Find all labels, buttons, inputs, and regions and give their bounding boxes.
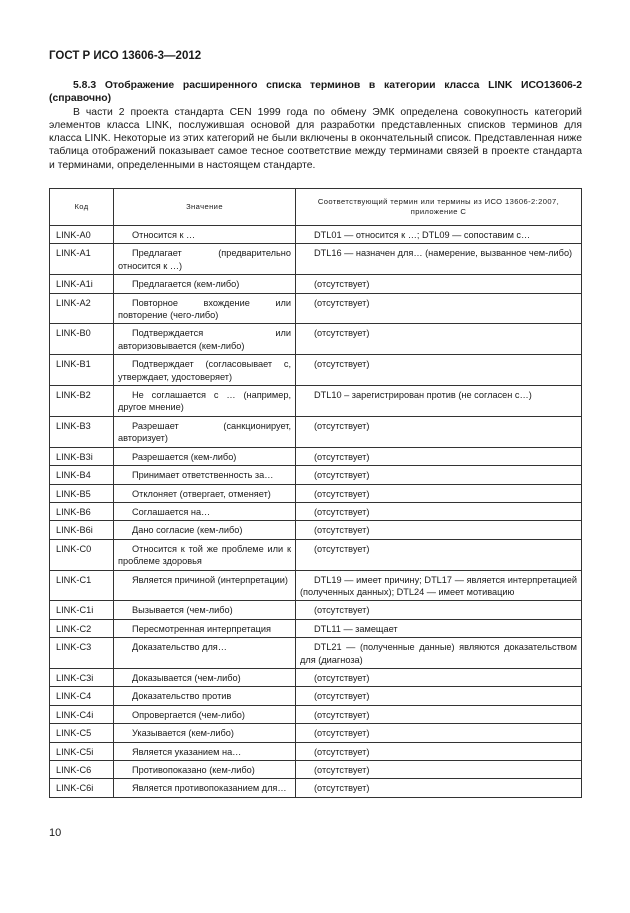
cell-meaning: Разрешает (санкционирует, авторизует)	[114, 416, 296, 447]
table-row	[50, 521, 582, 539]
cell-correspondence: DTL01 — относится к …; DTL09 — сопоставим с…	[296, 226, 582, 244]
table-row	[50, 668, 582, 686]
cell-meaning: Отклоняет (отвергает, отменяет)	[114, 484, 296, 502]
table-row	[50, 484, 582, 502]
cell-correspondence: DTL21 — (полученные данные) являются доказательством для (диагноза)	[296, 638, 582, 669]
cell-meaning: Доказательство для…	[114, 638, 296, 669]
page-number: 10	[49, 827, 62, 839]
cell-correspondence: (отсутствует)	[296, 724, 582, 742]
cell-meaning: Не соглашается с … (например, другое мнение)	[114, 386, 296, 417]
cell-correspondence: (отсутствует)	[296, 502, 582, 520]
table-row	[50, 355, 582, 386]
cell-meaning: Является указанием на…	[114, 742, 296, 760]
cell-correspondence: (отсутствует)	[296, 687, 582, 705]
cell-code: LINK-C4	[50, 687, 114, 705]
cell-code: LINK-B6	[50, 502, 114, 520]
cell-meaning: Подтверждает (согласовывает с, утверждает, удостоверяет)	[114, 355, 296, 386]
cell-meaning: Относится к …	[114, 226, 296, 244]
table-row	[50, 275, 582, 293]
section-paragraph: В части 2 проекта стандарта CEN 1999 года по обмену ЭМК определена совокупность категорий элементов класса LINK, послужившая основой для разработки представленных списков терминов для класса LINK. Некоторые из этих категорий не были включены в окончательный список. Представленная ниже таблица отображений показывает самое тесное соответствие между терминами связей в проекте стандарта и терминами, определенными в настоящем стандарте.	[49, 106, 582, 171]
cell-code: LINK-A0	[50, 226, 114, 244]
cell-code: LINK-B1	[50, 355, 114, 386]
cell-meaning: Относится к той же проблеме или к проблеме здоровья	[114, 539, 296, 570]
cell-correspondence: (отсутствует)	[296, 484, 582, 502]
cell-code: LINK-C2	[50, 619, 114, 637]
table-row	[50, 761, 582, 779]
cell-code: LINK-C6	[50, 761, 114, 779]
cell-meaning: Пересмотренная интерпретация	[114, 619, 296, 637]
table-row	[50, 244, 582, 275]
cell-code: LINK-C1	[50, 570, 114, 601]
cell-code: LINK-B3	[50, 416, 114, 447]
cell-correspondence: (отсутствует)	[296, 705, 582, 723]
cell-meaning: Вызывается (чем-либо)	[114, 601, 296, 619]
cell-correspondence: (отсутствует)	[296, 668, 582, 686]
cell-code: LINK-C3i	[50, 668, 114, 686]
cell-code: LINK-C0	[50, 539, 114, 570]
table-row	[50, 466, 582, 484]
cell-meaning: Опровергается (чем-либо)	[114, 705, 296, 723]
link-terms-table	[49, 188, 582, 798]
cell-meaning: Доказывается (чем-либо)	[114, 668, 296, 686]
table-row	[50, 601, 582, 619]
cell-code: LINK-A1	[50, 244, 114, 275]
cell-correspondence: (отсутствует)	[296, 447, 582, 465]
cell-meaning: Принимает ответственность за…	[114, 466, 296, 484]
cell-code: LINK-C3	[50, 638, 114, 669]
section-block	[49, 79, 582, 172]
cell-meaning: Является противопоказанием для…	[114, 779, 296, 797]
cell-correspondence: DTL11 — замещает	[296, 619, 582, 637]
cell-meaning: Предлагает (предварительно относится к …)	[114, 244, 296, 275]
cell-meaning: Предлагается (кем-либо)	[114, 275, 296, 293]
document-header: ГОСТ Р ИСО 13606-3—2012	[49, 50, 202, 62]
section-title: 5.8.3 Отображение расширенного списка терминов в категории класса LINK ИСО13606-2 (справочно)	[49, 80, 582, 105]
cell-correspondence: (отсутствует)	[296, 324, 582, 355]
cell-correspondence: (отсутствует)	[296, 275, 582, 293]
cell-correspondence: (отсутствует)	[296, 761, 582, 779]
cell-correspondence: (отсутствует)	[296, 742, 582, 760]
table-row	[50, 447, 582, 465]
table-row	[50, 570, 582, 601]
cell-meaning: Разрешается (кем-либо)	[114, 447, 296, 465]
cell-correspondence: (отсутствует)	[296, 779, 582, 797]
cell-meaning: Доказательство против	[114, 687, 296, 705]
cell-code: LINK-B2	[50, 386, 114, 417]
cell-code: LINK-C6i	[50, 779, 114, 797]
cell-correspondence: DTL10 – зарегистрирован против (не согласен с…)	[296, 386, 582, 417]
cell-correspondence: (отсутствует)	[296, 521, 582, 539]
table-row	[50, 705, 582, 723]
table-row	[50, 293, 582, 324]
table-row	[50, 539, 582, 570]
cell-code: LINK-C1i	[50, 601, 114, 619]
column-header-code: Код	[50, 189, 114, 226]
cell-correspondence: DTL16 — назначен для… (намерение, вызванное чем-либо)	[296, 244, 582, 275]
table-row	[50, 416, 582, 447]
table-row	[50, 386, 582, 417]
cell-code: LINK-B3i	[50, 447, 114, 465]
cell-code: LINK-B6i	[50, 521, 114, 539]
cell-code: LINK-A1i	[50, 275, 114, 293]
cell-meaning: Подтверждается или авторизовывается (кем-либо)	[114, 324, 296, 355]
cell-correspondence: (отсутствует)	[296, 466, 582, 484]
table-row	[50, 742, 582, 760]
cell-correspondence: DTL19 — имеет причину; DTL17 — является интерпретацией (полученных данных); DTL24 — имеет мотивацию	[296, 570, 582, 601]
table-row	[50, 724, 582, 742]
cell-code: LINK-B4	[50, 466, 114, 484]
table-row	[50, 502, 582, 520]
cell-code: LINK-C5	[50, 724, 114, 742]
cell-correspondence: (отсутствует)	[296, 416, 582, 447]
cell-meaning: Повторное вхождение или повторение (чего-либо)	[114, 293, 296, 324]
cell-correspondence: (отсутствует)	[296, 355, 582, 386]
cell-correspondence: (отсутствует)	[296, 601, 582, 619]
table-row	[50, 779, 582, 797]
cell-code: LINK-C5i	[50, 742, 114, 760]
table-row	[50, 619, 582, 637]
cell-meaning: Является причиной (интерпретации)	[114, 570, 296, 601]
table-row	[50, 638, 582, 669]
column-header-correspondence: Соответствующий термин или термины из ИСО 13606-2:2007, приложение С	[296, 189, 582, 226]
cell-meaning: Противопоказано (кем-либо)	[114, 761, 296, 779]
cell-code: LINK-C4i	[50, 705, 114, 723]
cell-code: LINK-B0	[50, 324, 114, 355]
cell-meaning: Указывается (кем-либо)	[114, 724, 296, 742]
table-row	[50, 226, 582, 244]
cell-correspondence: (отсутствует)	[296, 539, 582, 570]
cell-meaning: Дано согласие (кем-либо)	[114, 521, 296, 539]
cell-meaning: Соглашается на…	[114, 502, 296, 520]
cell-code: LINK-A2	[50, 293, 114, 324]
column-header-meaning: Значение	[114, 189, 296, 226]
cell-correspondence: (отсутствует)	[296, 293, 582, 324]
table-row	[50, 324, 582, 355]
table-row	[50, 687, 582, 705]
table-header-row	[50, 189, 582, 226]
cell-code: LINK-B5	[50, 484, 114, 502]
